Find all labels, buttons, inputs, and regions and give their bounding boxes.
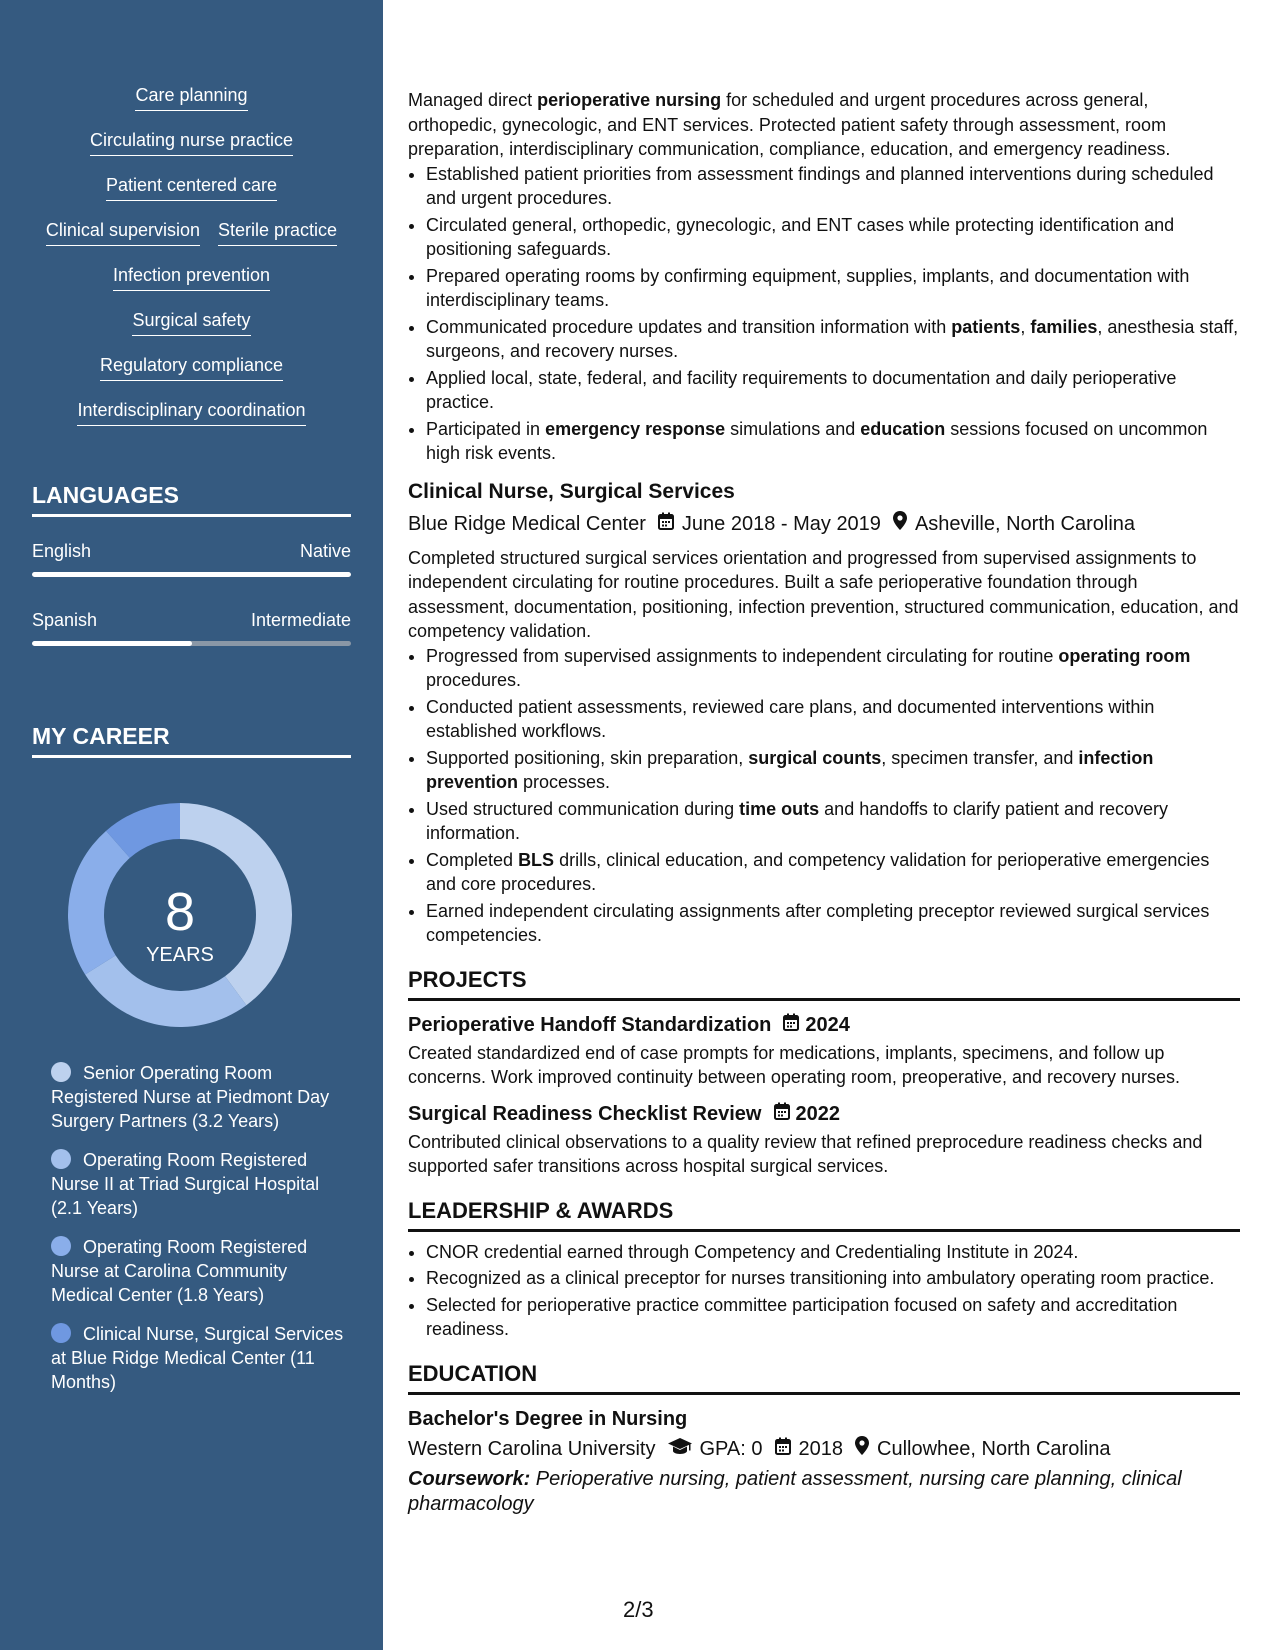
award-item: • Recognized as a clinical preceptor for nurses transitioning into ambulatory operating room practice. (426, 1266, 1240, 1291)
skills-list (0, 84, 383, 444)
project-year: 2024 (805, 1013, 850, 1036)
education-coursework (408, 1467, 1240, 1517)
job2-summary (408, 546, 1240, 644)
text-run: Progressed from supervised assignments to independent circulating for routine (426, 645, 1059, 666)
bold-text: BLS (518, 849, 555, 870)
legend-dot (51, 1236, 71, 1256)
calendar-icon (658, 510, 674, 538)
language-proficiency-bar (32, 641, 351, 646)
project-description: Created standardized end of case prompts for medications, implants, specimens, and follow up concerns. Work improved continuity between operating room, preoperative, and recovery nurses. (408, 1042, 1181, 1087)
language-level: Intermediate (250, 610, 351, 630)
coursework-text: Perioperative nursing, patient assessment, nursing care planning, clinical pharmacology (408, 1467, 1182, 1515)
text-run: Participated in (426, 418, 546, 439)
career-donut-segment (85, 955, 246, 1027)
career-role-text: Clinical Nurse, Surgical Services at Blue Ridge Medical Center (11 Months) (51, 1324, 344, 1392)
skill-row (0, 399, 383, 444)
language-name: Spanish (32, 610, 98, 630)
bold-text: education (860, 418, 946, 439)
projects-heading: PROJECTS (408, 966, 1240, 1001)
sidebar (0, 0, 383, 1650)
skill-row (0, 174, 383, 219)
education-year: 2018 (798, 1437, 843, 1460)
text-run: processes. (518, 772, 611, 792)
job1-summary (408, 88, 1240, 162)
career-role-item (51, 1148, 351, 1220)
education-degree: Bachelor's Degree in Nursing (408, 1407, 688, 1430)
job2-meta (408, 510, 1240, 538)
bold-text: emergency response (545, 418, 726, 439)
bold-text: surgical counts (748, 747, 882, 768)
bullet-item (426, 264, 1240, 313)
skill-tag: Circulating nurse practice (90, 129, 293, 156)
map-pin-icon (855, 1435, 869, 1463)
skill-row (0, 309, 383, 354)
awards-heading: LEADERSHIP & AWARDS (408, 1197, 1240, 1232)
bullet-item (426, 746, 1240, 795)
education-gpa: GPA: 0 (699, 1437, 763, 1460)
language-item (32, 609, 351, 646)
text-run: Communicated procedure updates and transition information with (426, 316, 952, 337)
education-school: Western Carolina University (408, 1437, 656, 1460)
career-total-unit: YEARS (146, 944, 214, 966)
text-run: , anesthesia staff, surgeons, and recovery nurses. (426, 316, 1239, 361)
skill-row (0, 354, 383, 399)
language-proficiency-bar (32, 572, 351, 577)
language-proficiency-fill (32, 572, 351, 577)
career-role-text: Operating Room Registered Nurse at Carolina Community Medical Center (1.8 Years) (51, 1237, 308, 1305)
career-donut-chart (66, 801, 294, 1029)
skill-tag: Sterile practice (218, 219, 337, 246)
career-total-number: 8 (164, 882, 196, 942)
languages-heading: LANGUAGES (32, 482, 351, 517)
language-proficiency-fill (32, 641, 192, 646)
text-run: for scheduled and urgent procedures across general, orthopedic, gynecologic, and ENT services. Protected patient safety through assessment, room preparation, interdisciplinary communication, compliance, education, and emergency readiness. (408, 90, 1171, 159)
language-name: English (32, 541, 92, 561)
text-run: Circulated general, orthopedic, gynecologic, and ENT cases while protecting identification and positioning safeguards. (426, 214, 1175, 259)
awards-list (408, 1240, 1240, 1342)
job2-title: Clinical Nurse, Surgical Services (408, 479, 735, 503)
calendar-icon (783, 1011, 799, 1039)
text-run: , specimen transfer, and (881, 747, 1079, 768)
calendar-icon (775, 1435, 791, 1463)
text-run: Prepared operating rooms by confirming equipment, supplies, implants, and documentation with interdisciplinary teams. (426, 265, 1190, 310)
main-content (408, 88, 1240, 1517)
legend-dot (51, 1062, 71, 1082)
bullet-item (426, 695, 1240, 744)
bold-text: families (1030, 316, 1098, 337)
projects-list (408, 1011, 1240, 1179)
award-item: • CNOR credential earned through Competency and Credentialing Institute in 2024. (426, 1240, 1240, 1265)
skill-row (0, 219, 383, 264)
career-role-text: Operating Room Registered Nurse II at Triad Surgical Hospital (2.1 Years) (51, 1150, 320, 1218)
award-item: • Selected for perioperative practice committee participation focused on safety and accreditation readiness. (426, 1293, 1240, 1342)
career-donut-segment (180, 803, 292, 1005)
career-roles-list (51, 1061, 351, 1409)
career-heading: MY CAREER (32, 723, 351, 758)
text-run: drills, clinical education, and competency validation for perioperative emergencies and core procedures. (426, 849, 1210, 894)
education-meta (408, 1435, 1240, 1463)
graduation-cap-icon (668, 1435, 692, 1463)
text-run: Completed structured surgical services orientation and progressed from supervised assignments to independent circulating for routine procedures. Built a safe perioperative foundation through assessment, documentation, positioning, infection prevention, structured communication, education, and competency validation. (408, 547, 1239, 641)
bold-text: operating room (1058, 645, 1191, 666)
language-level: Native (299, 541, 351, 561)
bullet-item (426, 644, 1240, 693)
bullet-item (426, 366, 1240, 415)
skill-row (0, 264, 383, 309)
text-run: sessions focused on uncommon high risk events. (426, 418, 1208, 463)
bullet-item (426, 417, 1240, 466)
job2-dates: June 2018 - May 2019 (681, 512, 881, 535)
education-heading: EDUCATION (408, 1360, 1240, 1395)
legend-dot (51, 1149, 71, 1169)
skill-tag: Surgical safety (132, 309, 250, 336)
text-run: and handoffs to clarify patient and recovery information. (426, 798, 1169, 843)
language-item (32, 540, 351, 577)
text-run: Completed (426, 849, 519, 870)
legend-dot (51, 1323, 71, 1343)
bullet-item (426, 315, 1240, 364)
bold-text: infection prevention (426, 747, 1154, 792)
text-run: Managed direct (408, 90, 538, 110)
text-run: Conducted patient assessments, reviewed care plans, and documented interventions within established workflows. (426, 696, 1155, 741)
text-run: , (1020, 316, 1031, 337)
project-item (408, 1100, 1240, 1179)
coursework-label: Coursework: (408, 1467, 531, 1490)
text-run: simulations and (725, 418, 861, 439)
bold-text: patients (951, 316, 1021, 337)
job2-bullets (408, 644, 1240, 948)
bullet-item (426, 797, 1240, 846)
career-role-item (51, 1322, 351, 1394)
project-title: Perioperative Handoff Standardization (408, 1013, 772, 1036)
bold-text: time outs (739, 798, 820, 819)
project-title: Surgical Readiness Checklist Review (408, 1102, 762, 1125)
skill-tag: Regulatory compliance (100, 354, 283, 381)
page-number: 2/3 (623, 1597, 654, 1622)
skill-tag: Clinical supervision (46, 219, 200, 246)
text-run: Established patient priorities from assessment findings and planned interventions during scheduled and urgent procedures. (426, 163, 1214, 208)
bullet-item (426, 162, 1240, 211)
skill-tag: Care planning (135, 84, 247, 111)
skill-row (0, 84, 383, 129)
text-run: Earned independent circulating assignments after completing preceptor reviewed surgical services competencies. (426, 900, 1210, 945)
skill-tag: Interdisciplinary coordination (77, 399, 305, 426)
career-role-item (51, 1061, 351, 1133)
text-run: procedures. (426, 670, 522, 690)
project-year: 2022 (795, 1102, 840, 1125)
text-run: Used structured communication during (426, 798, 740, 819)
career-role-item (51, 1235, 351, 1307)
calendar-icon (774, 1100, 790, 1128)
bold-text: perioperative nursing (537, 90, 722, 110)
skill-tag: Infection prevention (113, 264, 270, 291)
job2-location: Asheville, North Carolina (914, 512, 1136, 535)
skill-tag: Patient centered care (106, 174, 277, 201)
job1-bullets (408, 162, 1240, 466)
text-run: Applied local, state, federal, and facility requirements to documentation and daily perioperative practice. (426, 367, 1177, 412)
career-role-text: Senior Operating Room Registered Nurse at Piedmont Day Surgery Partners (3.2 Years) (51, 1063, 330, 1131)
text-run: Supported positioning, skin preparation, (426, 747, 749, 768)
skill-row (0, 129, 383, 174)
career-donut-segment (68, 831, 130, 975)
bullet-item (426, 899, 1240, 948)
education-location: Cullowhee, North Carolina (877, 1437, 1111, 1460)
bullet-item (426, 848, 1240, 897)
project-description: Contributed clinical observations to a quality review that refined preprocedure readiness checks and supported safer transitions across hospital surgical services. (408, 1131, 1203, 1176)
map-pin-icon (893, 510, 907, 538)
project-item (408, 1011, 1240, 1090)
bullet-item (426, 213, 1240, 262)
job2-employer: Blue Ridge Medical Center (408, 512, 646, 535)
